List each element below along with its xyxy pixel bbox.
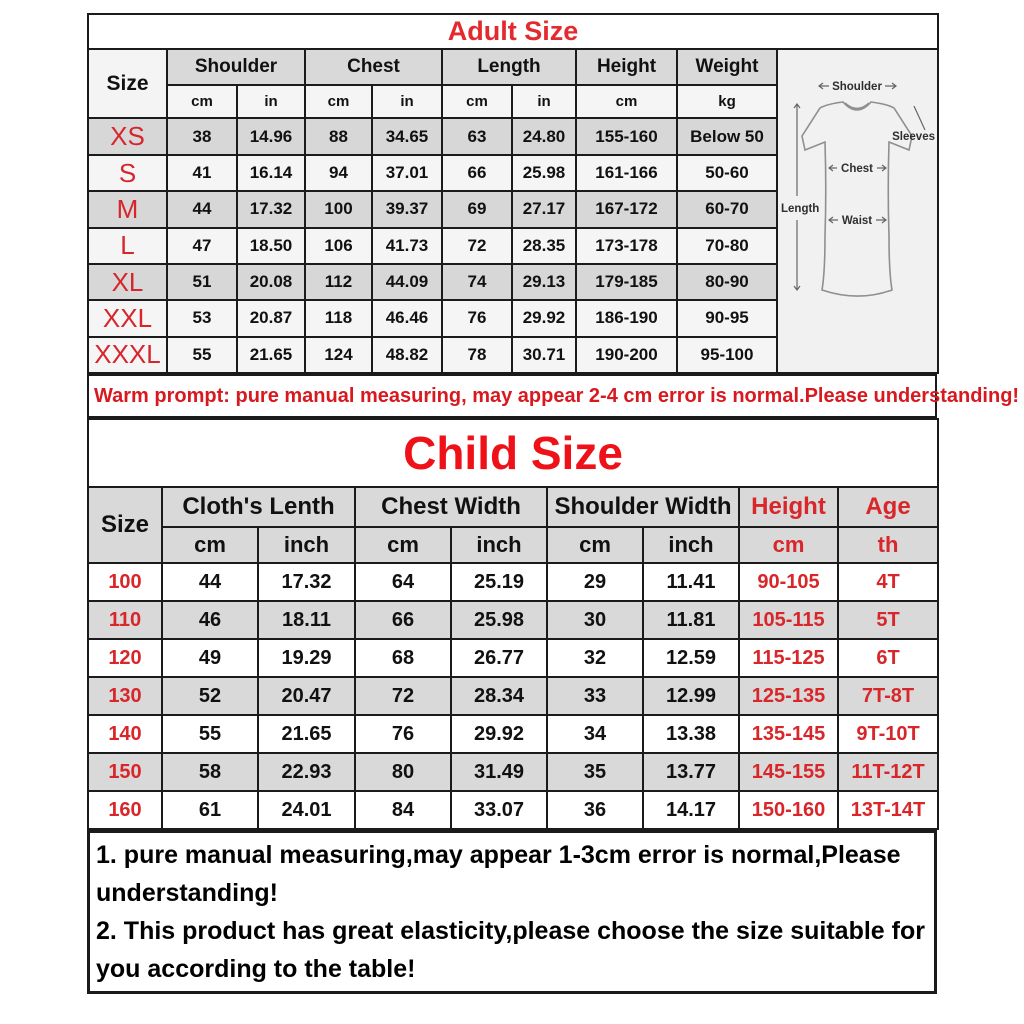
table-cell: 66: [355, 601, 451, 639]
table-row: [88, 419, 938, 487]
table-cell: 84: [355, 791, 451, 829]
table-cell: 37.01: [372, 155, 442, 191]
table-cell: 70-80: [677, 228, 777, 264]
table-cell: 19.29: [258, 639, 355, 677]
table-cell: 26.77: [451, 639, 547, 677]
shoulder-column-header: Shoulder: [167, 49, 305, 85]
table-cell: 74: [442, 264, 512, 300]
table-cell: 150-160: [739, 791, 838, 829]
unit-cell: kg: [677, 85, 777, 118]
table-cell: 155-160: [576, 118, 677, 154]
size-label: XL: [88, 264, 167, 300]
table-cell: 14.17: [643, 791, 739, 829]
table-cell: 44.09: [372, 264, 442, 300]
table-cell: 11T-12T: [838, 753, 938, 791]
table-cell: 167-172: [576, 191, 677, 227]
table-cell: 20.47: [258, 677, 355, 715]
table-cell: 25.98: [512, 155, 576, 191]
warm-prompt-text: Warm prompt: pure manual measuring, may appear 2-4 cm error is normal.Please understanding!: [94, 384, 1020, 407]
table-cell: 13.77: [643, 753, 739, 791]
size-label: 160: [88, 791, 162, 829]
diagram-label-waist: Waist: [841, 215, 873, 227]
table-cell: 95-100: [677, 337, 777, 373]
table-cell: 100: [305, 191, 372, 227]
table-cell: 29.92: [451, 715, 547, 753]
table-cell: 29.13: [512, 264, 576, 300]
child-size-table: [87, 418, 939, 830]
table-cell: 11.81: [643, 601, 739, 639]
unit-cell: cm: [547, 527, 643, 563]
unit-cell: th: [838, 527, 938, 563]
table-cell: 49: [162, 639, 258, 677]
table-cell: 20.08: [237, 264, 305, 300]
table-cell: 50-60: [677, 155, 777, 191]
table-row: [88, 639, 938, 677]
table-cell: 34.65: [372, 118, 442, 154]
height-column-header: Height: [739, 487, 838, 527]
table-cell: 80-90: [677, 264, 777, 300]
table-cell: 51: [167, 264, 237, 300]
table-cell: 125-135: [739, 677, 838, 715]
table-cell: 61: [162, 791, 258, 829]
adult-section-title: Adult Size: [88, 14, 938, 49]
table-cell: 161-166: [576, 155, 677, 191]
table-cell: 13.38: [643, 715, 739, 753]
note-line-1: 1. pure manual measuring,may appear 1-3cm error is normal,Please understanding!: [96, 841, 901, 907]
size-column-header: Size: [88, 487, 162, 563]
table-row: [88, 14, 938, 49]
size-label: L: [88, 228, 167, 264]
unit-cell: in: [512, 85, 576, 118]
unit-cell: cm: [576, 85, 677, 118]
unit-cell: cm: [167, 85, 237, 118]
table-cell: 35: [547, 753, 643, 791]
table-cell: 179-185: [576, 264, 677, 300]
table-cell: 190-200: [576, 337, 677, 373]
table-cell: 41: [167, 155, 237, 191]
table-cell: 24.01: [258, 791, 355, 829]
size-label: 150: [88, 753, 162, 791]
table-cell: 52: [162, 677, 258, 715]
chest-column-header: Chest: [305, 49, 442, 85]
table-cell: 76: [355, 715, 451, 753]
table-cell: 34: [547, 715, 643, 753]
table-cell: 69: [442, 191, 512, 227]
weight-column-header: Weight: [677, 49, 777, 85]
table-cell: 5T: [838, 601, 938, 639]
table-cell: 72: [442, 228, 512, 264]
table-cell: 88: [305, 118, 372, 154]
table-cell: 6T: [838, 639, 938, 677]
unit-cell: inch: [258, 527, 355, 563]
unit-cell: inch: [643, 527, 739, 563]
table-cell: 29.92: [512, 300, 576, 336]
table-cell: 90-95: [677, 300, 777, 336]
table-cell: 44: [162, 563, 258, 601]
unit-cell: in: [372, 85, 442, 118]
table-cell: 145-155: [739, 753, 838, 791]
table-row: [88, 527, 938, 563]
table-cell: 21.65: [258, 715, 355, 753]
table-cell: 9T-10T: [838, 715, 938, 753]
shoulder-width-column-header: Shoulder Width: [547, 487, 739, 527]
table-cell: 55: [162, 715, 258, 753]
unit-cell: cm: [739, 527, 838, 563]
table-cell: 46.46: [372, 300, 442, 336]
table-cell: 14.96: [237, 118, 305, 154]
table-cell: 72: [355, 677, 451, 715]
table-cell: 32: [547, 639, 643, 677]
tshirt-measurement-diagram: [777, 49, 938, 373]
table-cell: 39.37: [372, 191, 442, 227]
table-cell: 48.82: [372, 337, 442, 373]
table-cell: 28.35: [512, 228, 576, 264]
table-cell: 27.17: [512, 191, 576, 227]
size-label: 120: [88, 639, 162, 677]
table-cell: 12.99: [643, 677, 739, 715]
table-cell: 106: [305, 228, 372, 264]
table-cell: 41.73: [372, 228, 442, 264]
size-column-header: Size: [88, 49, 167, 118]
table-cell: 80: [355, 753, 451, 791]
adult-size-table: [87, 13, 939, 374]
child-section-title: Child Size: [88, 419, 938, 487]
unit-cell: cm: [442, 85, 512, 118]
table-cell: 58: [162, 753, 258, 791]
notes-box: [87, 830, 937, 994]
table-row: [88, 601, 938, 639]
table-cell: 30: [547, 601, 643, 639]
unit-cell: inch: [451, 527, 547, 563]
table-cell: 115-125: [739, 639, 838, 677]
table-cell: 13T-14T: [838, 791, 938, 829]
table-row: [88, 563, 938, 601]
diagram-label-shoulder: Shoulder: [832, 81, 882, 93]
unit-cell: cm: [355, 527, 451, 563]
table-cell: 44: [167, 191, 237, 227]
table-row: [88, 487, 938, 527]
size-label: XS: [88, 118, 167, 154]
diagram-label-length: Length: [781, 203, 820, 215]
table-cell: 11.41: [643, 563, 739, 601]
table-cell: 4T: [838, 563, 938, 601]
table-row: [88, 791, 938, 829]
table-cell: 135-145: [739, 715, 838, 753]
table-cell: 18.50: [237, 228, 305, 264]
table-cell: 94: [305, 155, 372, 191]
size-label: 140: [88, 715, 162, 753]
table-cell: 12.59: [643, 639, 739, 677]
table-cell: 21.65: [237, 337, 305, 373]
table-cell: 18.11: [258, 601, 355, 639]
size-label: 130: [88, 677, 162, 715]
table-cell: 38: [167, 118, 237, 154]
table-cell: 22.93: [258, 753, 355, 791]
table-cell: 28.34: [451, 677, 547, 715]
table-cell: 17.32: [258, 563, 355, 601]
table-cell: 112: [305, 264, 372, 300]
note-line-2: 2. This product has great elasticity,please choose the size suitable for you according to the table!: [96, 917, 925, 983]
size-label: S: [88, 155, 167, 191]
table-cell: 173-178: [576, 228, 677, 264]
table-cell: 17.32: [237, 191, 305, 227]
unit-cell: in: [237, 85, 305, 118]
table-row: [88, 49, 938, 85]
table-cell: Below 50: [677, 118, 777, 154]
table-cell: 16.14: [237, 155, 305, 191]
tshirt-diagram: [779, 50, 936, 367]
height-column-header: Height: [576, 49, 677, 85]
table-cell: 46: [162, 601, 258, 639]
table-cell: 76: [442, 300, 512, 336]
length-dim-line: [794, 104, 800, 290]
cloth-length-column-header: Cloth's Lenth: [162, 487, 355, 527]
table-cell: 64: [355, 563, 451, 601]
table-cell: 30.71: [512, 337, 576, 373]
table-cell: 33.07: [451, 791, 547, 829]
diagram-label-chest: Chest: [841, 163, 873, 175]
chest-width-column-header: Chest Width: [355, 487, 547, 527]
table-cell: 20.87: [237, 300, 305, 336]
table-cell: 33: [547, 677, 643, 715]
table-cell: 24.80: [512, 118, 576, 154]
unit-cell: cm: [305, 85, 372, 118]
table-cell: 7T-8T: [838, 677, 938, 715]
table-cell: 29: [547, 563, 643, 601]
length-column-header: Length: [442, 49, 576, 85]
table-cell: 118: [305, 300, 372, 336]
table-cell: 66: [442, 155, 512, 191]
unit-cell: cm: [162, 527, 258, 563]
table-cell: 25.19: [451, 563, 547, 601]
table-row: [88, 715, 938, 753]
table-cell: 60-70: [677, 191, 777, 227]
table-cell: 31.49: [451, 753, 547, 791]
size-label: 110: [88, 601, 162, 639]
size-label: XXL: [88, 300, 167, 336]
table-cell: 53: [167, 300, 237, 336]
table-cell: 90-105: [739, 563, 838, 601]
table-cell: 63: [442, 118, 512, 154]
table-cell: 68: [355, 639, 451, 677]
table-cell: 36: [547, 791, 643, 829]
table-row: [88, 753, 938, 791]
table-cell: 105-115: [739, 601, 838, 639]
warm-prompt-banner: [87, 374, 1020, 418]
size-label: XXXL: [88, 337, 167, 373]
diagram-label-sleeves: Sleeves: [892, 131, 935, 143]
size-label: M: [88, 191, 167, 227]
table-cell: 55: [167, 337, 237, 373]
table-cell: 78: [442, 337, 512, 373]
sleeves-dim-line: [914, 106, 925, 130]
table-row: [88, 677, 938, 715]
table-cell: 47: [167, 228, 237, 264]
table-cell: 25.98: [451, 601, 547, 639]
age-column-header: Age: [838, 487, 938, 527]
table-cell: 186-190: [576, 300, 677, 336]
size-label: 100: [88, 563, 162, 601]
table-cell: 124: [305, 337, 372, 373]
size-chart-page: [87, 0, 1020, 994]
